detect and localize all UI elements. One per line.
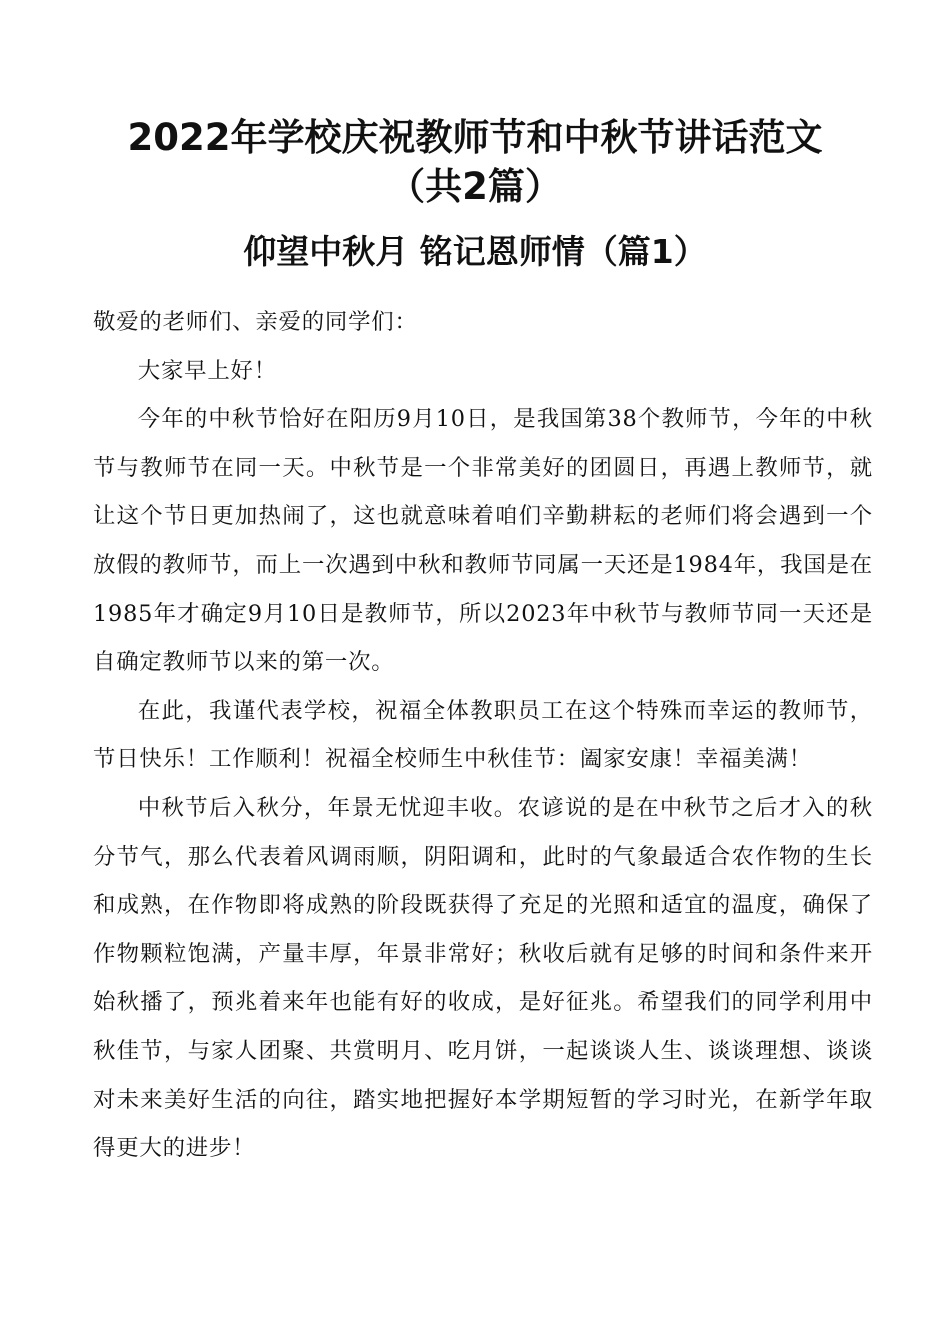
paragraph-harvest: 中秋节后入秋分，年景无忧迎丰收。农谚说的是在中秋节之后才入的秋分节气，那么代表着风调雨顺，阴阳调和，此时的气象最适合农作物的生长和成熟，在作物即将成熟的阶段既获得了充足的光照和适宜的温度，确保了作物颗粒饱满，产量丰厚，年景非常好；秋收后就有足够的时间和条件来开始秋播了，预兆着来年也能有好的收成，是好征兆。希望我们的同学利用中秋佳节，与家人团聚、共赏明月、吃月饼，一起谈谈人生、谈谈理想、谈谈对未来美好生活的向往，踏实地把握好本学期短暂的学习时光，在新学年取得更大的进步！ [93,794,873,1162]
document-body [93,298,873,1173]
paragraph-greeting: 大家早上好！ [137,357,277,384]
salutation: 敬爱的老师们、亲爱的同学们： [93,309,418,335]
document-title-line1: 2022年学校庆祝教师节和中秋节讲话范文 [127,116,823,159]
section-title: 仰望中秋月 铭记恩师情（篇1） [243,232,707,271]
paragraph-wishes: 在此，我谨代表学校，祝福全体教职员工在这个特殊而幸运的教师节，节日快乐！工作顺利！祝福全校师生中秋佳节：阖家安康！幸福美满！ [93,697,873,773]
document-title-line2: （共2篇） [388,165,562,208]
paragraph-intro: 今年的中秋节恰好在阳历9月10日，是我国第38个教师节，今年的中秋节与教师节在同一天。中秋节是一个非常美好的团圆日，再遇上教师节，就让这个节日更加热闹了，这也就意味着咱们辛勤耕耘的老师们将会遇到一个放假的教师节，而上一次遇到中秋和教师节同属一天还是1984年，我国是在1985年才确定9月10日是教师节，所以2023年中秋节与教师节同一天还是自确定教师节以来的第一次。 [93,406,873,676]
